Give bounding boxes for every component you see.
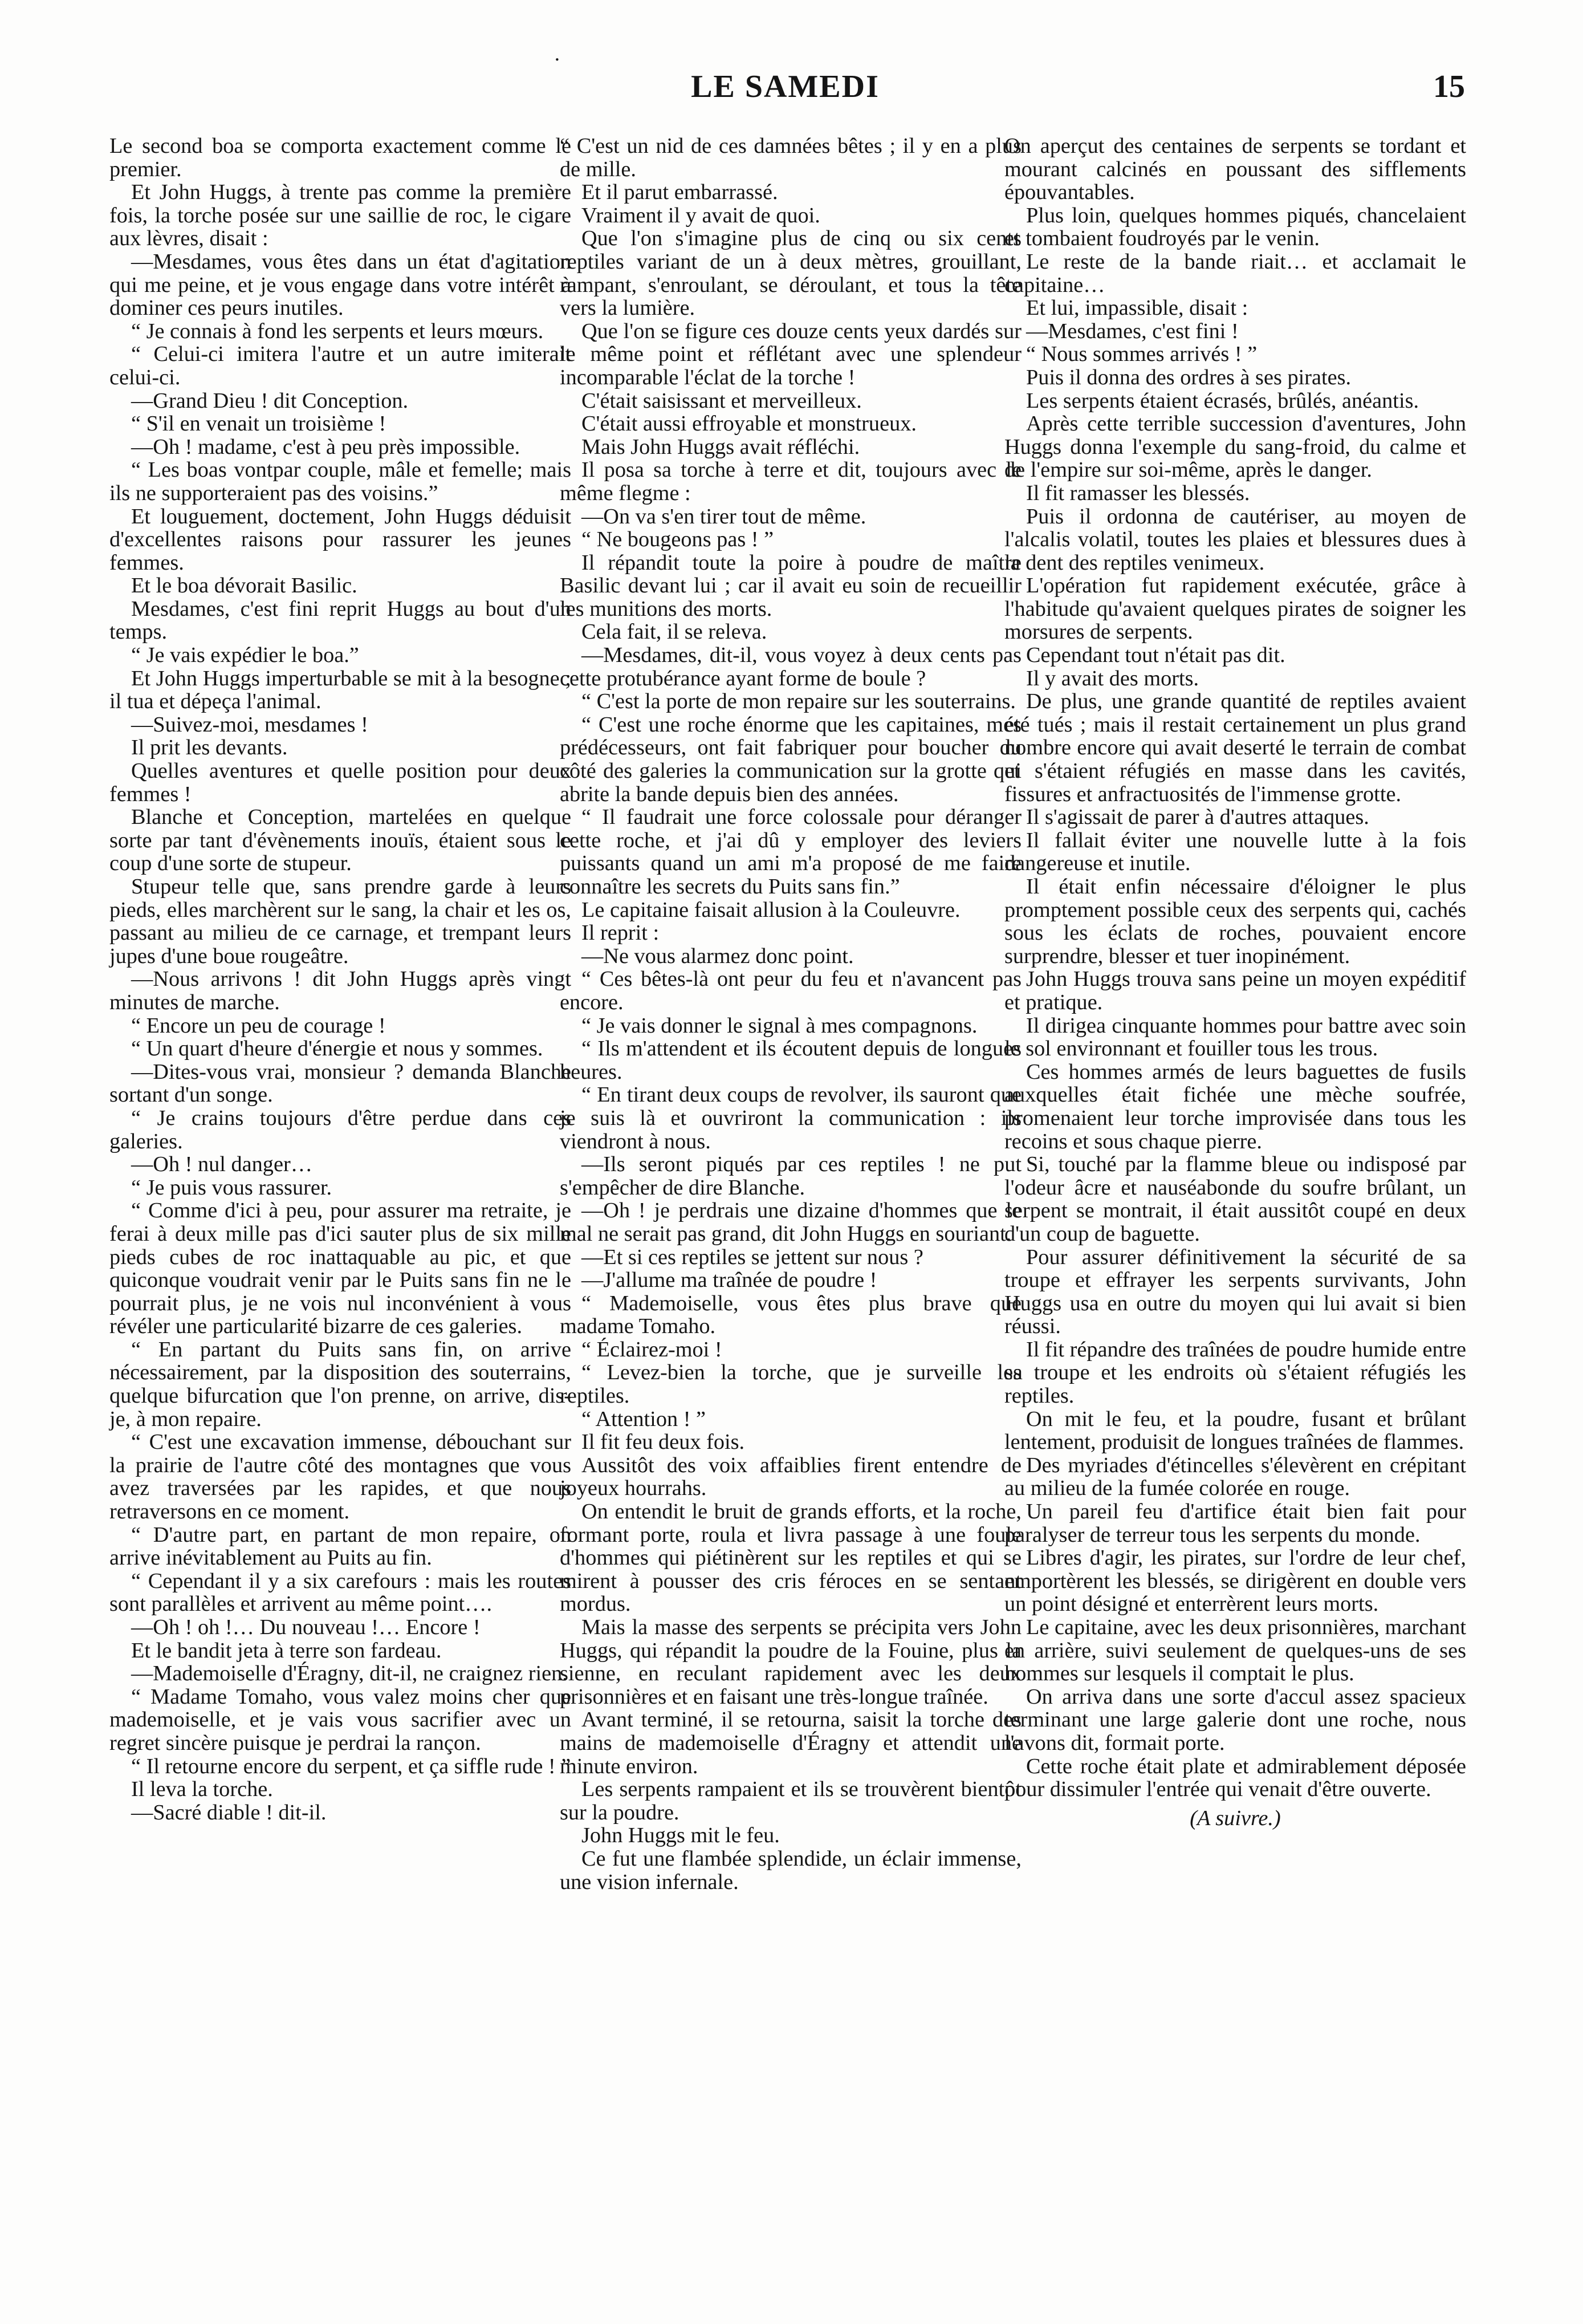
- paragraph: On mit le feu, et la poudre, fusant et brûlant lentement, produisit de longues traînées de flammes.: [1004, 1407, 1466, 1454]
- paragraph: Il dirigea cinquante hommes pour battre avec soin le sol environnant et fouiller tous les trous.: [1004, 1013, 1466, 1061]
- paragraph: Blanche et Conception, martelées en quelque sorte par tant d'évènements inouïs, étaient sous le coup d'une sorte de stupeur.: [109, 805, 571, 876]
- paragraph: “ C'est la porte de mon repaire sur les souterrains.: [581, 689, 1016, 714]
- paragraph: Aussitôt des voix affaiblies firent entendre de joyeux hourrahs.: [560, 1453, 1022, 1501]
- paragraph: Pour assurer définitivement la sécurité de sa troupe et effrayer les serpents survivants, John Huggs usa en outre du moyen qui lui avait si bien réussi.: [1004, 1245, 1466, 1339]
- paragraph: “ Un quart d'heure d'énergie et nous y sommes.: [131, 1037, 543, 1061]
- paragraph: Le reste de la bande riait… et acclamait le capitaine…: [1004, 249, 1466, 297]
- paragraph: “ Je crains toujours d'être perdue dans ces galeries.: [109, 1106, 571, 1153]
- paragraph: Après cette terrible succession d'aventures, John Huggs donna l'exemple du sang-froid, du calme et de l'empire sur soi-même, après le danger.: [1004, 412, 1466, 482]
- running-head: [105, 68, 1465, 125]
- paragraph: “ Madame Tomaho, vous valez moins cher que mademoiselle, et je vais vous sacrifier avec un regret sincère puisque je perdrai la rançon.: [109, 1684, 571, 1755]
- publication-title: LE SAMEDI: [691, 69, 880, 104]
- paragraph: Puis il donna des ordres à ses pirates.: [1026, 365, 1352, 389]
- paragraph: Que l'on se figure ces douze cents yeux dardés sur le même point et réflétant avec une splendeur incomparable l'éclat de la torche !: [560, 319, 1022, 389]
- paragraph: Il posa sa torche à terre et dit, toujours avec le même flegme :: [560, 458, 1022, 505]
- paragraph: “ Nous sommes arrivés ! ”: [1026, 342, 1258, 367]
- paragraph: Si, touché par la flamme bleue ou indisposé par l'odeur âcre et nauséabonde du soufre brûlant, un serpent se montrait, il était aussitôt coupé en deux d'un coup de baguette.: [1004, 1152, 1466, 1246]
- paragraph: —Grand Dieu ! dit Conception.: [131, 388, 409, 413]
- paragraph: —Mesdames, dit-il, vous voyez à deux cents pas cette protubérance ayant forme de boule ?: [560, 643, 1022, 690]
- paragraph: “ Mademoiselle, vous êtes plus brave que madame Tomaho.: [560, 1291, 1022, 1339]
- paragraph: Et lui, impassible, disait :: [1026, 296, 1248, 320]
- paragraph: —J'allume ma traînée de poudre !: [581, 1268, 877, 1293]
- paragraph: “ Les boas vontpar couple, mâle et femelle; mais ils ne supporteraient pas des voisins.”: [109, 458, 571, 505]
- paragraph: Cela fait, il se releva.: [581, 620, 767, 644]
- paragraph: —Sacré diable ! dit-il.: [131, 1800, 327, 1825]
- paragraph: “ Il retourne encore du serpent, et ça siffle rude ! ”: [131, 1754, 571, 1778]
- paragraph: Et le bandit jeta à terre son fardeau.: [131, 1638, 442, 1663]
- paragraph: —Oh ! je perdrais une dizaine d'hommes que le mal ne serait pas grand, dit John Huggs en souriant.: [560, 1198, 1022, 1246]
- continuation-note: (A suivre.): [1190, 1806, 1281, 1830]
- paragraph: C'était aussi effroyable et monstrueux.: [581, 412, 917, 436]
- paragraph: Cette roche était plate et admirablement déposée pour dissimuler l'entrée qui venait d'être ouverte.: [1004, 1754, 1466, 1802]
- paragraph: Et John Huggs imperturbable se mit à la besogne ; il tua et dépeça l'animal.: [109, 666, 571, 714]
- paragraph: —Mesdames, c'est fini !: [1026, 319, 1239, 343]
- paragraph: “ Ils m'attendent et ils écoutent depuis de longues heures.: [560, 1037, 1022, 1084]
- paragraph: Un pareil feu d'artifice était bien fait pour paralyser de terreur tous les serpents du monde.: [1004, 1500, 1466, 1547]
- paragraph: Il fit répandre des traînées de poudre humide entre sa troupe et les endroits où s'étaient réfugiés les reptiles.: [1004, 1337, 1466, 1408]
- paragraph: “ Ne bougeons pas ! ”: [581, 527, 774, 552]
- paragraph: —Ne vous alarmez donc point.: [581, 944, 854, 968]
- paragraph: —Suivez-moi, mesdames !: [131, 712, 368, 737]
- paragraph: Et louguement, doctement, John Huggs déduisit d'excellentes raisons pour rassurer les jeunes femmes.: [109, 504, 571, 575]
- paragraph: On aperçut des centaines de serpents se tordant et mourant calcinés en poussant des sifflements épouvantables.: [1004, 134, 1466, 205]
- paragraph: Cependant tout n'était pas dit.: [1026, 643, 1285, 668]
- paragraph: “ Ces bêtes-là ont peur du feu et n'avancent pas encore.: [560, 967, 1022, 1014]
- paragraph: Il répandit toute la poire à poudre de maître Basilic devant lui ; car il avait eu soin de recueillir les munitions des morts.: [560, 550, 1022, 621]
- paragraph: “ Comme d'ici à peu, pour assurer ma retraite, je ferai à deux mille pas d'ici sauter plus de six mille pieds cubes de roc inattaquable au pic, et que quiconque voudrait venir par le Puits sans fin ne le pourrait plus, je ne vois nul inconvénient à vous révéler une particularité bizarre de ces galeries.: [109, 1198, 571, 1339]
- paragraph: Le capitaine, avec les deux prisonnières, marchant en arrière, suivi seulement de quelques-uns de ses hommes sur lesquels il comptait le plus.: [1004, 1615, 1466, 1686]
- paragraph: Puis il ordonna de cautériser, au moyen de l'alcalis volatil, toutes les plaies et blessures dues à la dent des reptiles venimeux.: [1004, 504, 1466, 575]
- paragraph: Il prit les devants.: [131, 736, 288, 760]
- paragraph: Des myriades d'étincelles s'élevèrent en crépitant au milieu de la fumée colorée en rouge.: [1004, 1453, 1466, 1501]
- paragraph: Il y avait des morts.: [1026, 666, 1199, 690]
- paragraph: “ C'est un nid de ces damnées bêtes ; il y en a plus de mille.: [560, 134, 1022, 181]
- paragraph: “ S'il en venait un troisième !: [131, 412, 386, 436]
- paragraph: —Et si ces reptiles se jettent sur nous ?: [581, 1245, 923, 1269]
- paragraph: Ces hommes armés de leurs baguettes de fusils auxquelles était fichée une mèche soufrée, promenaient leur torche improvisée dans tous les recoins et sous chaque pierre.: [1004, 1059, 1466, 1153]
- paragraph: —Oh ! oh !… Du nouveau !… Encore !: [131, 1615, 481, 1639]
- print-speck: ·: [554, 48, 560, 71]
- paragraph: Libres d'agir, les pirates, sur l'ordre de leur chef, emportèrent les blessés, se dirigèrent en double vers un point désigné et enterrèrent leurs morts.: [1004, 1546, 1466, 1616]
- paragraph: Mais John Huggs avait réfléchi.: [581, 434, 860, 459]
- paragraph: Il fit feu deux fois.: [581, 1430, 745, 1454]
- paragraph: —Oh ! nul danger…: [131, 1152, 313, 1177]
- paragraph: “ En partant du Puits sans fin, on arrive nécessairement, par la disposition des souterrains, quelque bifurcation que l'on prenne, on arrive, dis-je, à mon repaire.: [109, 1337, 571, 1431]
- paragraph: Et il parut embarrassé.: [581, 180, 778, 205]
- paragraph: Il leva la torche.: [131, 1777, 273, 1802]
- paragraph: “ Cependant il y a six carefours : mais les routes sont parallèles et arrivent au même point….: [109, 1569, 571, 1616]
- paragraph: Mais la masse des serpents se précipita vers John Huggs, qui répandit la poudre de la Fouine, plus la sienne, en reculant rapidement avec les deux prisonnières et en faisant une très-longue traînée.: [560, 1615, 1022, 1709]
- paragraph: —Ils seront piqués par ces reptiles ! ne put s'empêcher de dire Blanche.: [560, 1152, 1022, 1200]
- paragraph: “ Il faudrait une force colossale pour déranger cette roche, et j'ai dû y employer des leviers puissants quand un ami m'a proposé de me faire connaître les secrets du Puits sans fin.”: [560, 805, 1022, 899]
- paragraph: Avant terminé, il se retourna, saisit la torche des mains de mademoiselle d'Éragny et attendit une minute environ.: [560, 1708, 1022, 1778]
- paragraph: “ Attention ! ”: [581, 1407, 706, 1431]
- paragraph: De plus, une grande quantité de reptiles avaient été tués ; mais il restait certainement un plus grand nombre encore qui avait deserté le terrain de combat et s'étaient réfugiés en masse dans les cavités, fissures et anfractuosités de l'immense grotte.: [1004, 689, 1466, 806]
- paragraph: “ Je puis vous rassurer.: [131, 1175, 332, 1200]
- paragraph: “ En tirant deux coups de revolver, ils sauront que je suis là et ouvriront la communication : ils viendront à nous.: [560, 1083, 1022, 1153]
- text-column-1: [109, 135, 571, 1824]
- paragraph: “ Celui-ci imitera l'autre et un autre imiterait celui-ci.: [109, 342, 571, 389]
- paragraph: —On va s'en tirer tout de même.: [581, 504, 866, 529]
- paragraph: Le capitaine faisait allusion à la Couleuvre.: [581, 897, 961, 922]
- paragraph: Le second boa se comporta exactement comme le premier.: [109, 134, 571, 181]
- paragraph: “ Je vais expédier le boa.”: [131, 643, 359, 668]
- paragraph: “ Éclairez-moi !: [581, 1337, 722, 1362]
- paragraph: L'opération fut rapidement exécutée, grâce à l'habitude qu'avaient quelques pirates de soigner les morsures de serpents.: [1004, 574, 1466, 644]
- paragraph: “ C'est une excavation immense, débouchant sur la prairie de l'autre côté des montagnes que vous avez traversées par les rapides, et que nous retraversons en ce moment.: [109, 1430, 571, 1524]
- paragraph: Les serpents rampaient et ils se trouvèrent bientôt sur la poudre.: [560, 1777, 1022, 1825]
- paragraph: C'était saisissant et merveilleux.: [581, 388, 862, 413]
- paragraph: On arriva dans une sorte d'accul assez spacieux terminant une large galerie dont une roche, nous l'avons dit, formait porte.: [1004, 1684, 1466, 1755]
- paragraph: Quelles aventures et quelle position pour deux femmes !: [109, 759, 571, 806]
- paragraph: Que l'on s'imagine plus de cinq ou six cents reptiles variant de un à deux mètres, grouillant, rampant, s'enroulant, se déroulant, et tous la tête vers la lumière.: [560, 226, 1022, 320]
- paragraph: On entendit le bruit de grands efforts, et la roche, formant porte, roula et livra passage à une foule d'hommes qui piétinèrent sur les reptiles et qui se mirent à pousser des cris féroces en se sentant mordus.: [560, 1500, 1022, 1616]
- paragraph: Ce fut une flambée splendide, un éclair immense, une vision infernale.: [560, 1846, 1022, 1894]
- paragraph: Il s'agissait de parer à d'autres attaques.: [1026, 805, 1369, 830]
- paragraph: Il fallait éviter une nouvelle lutte à la fois dangereuse et inutile.: [1004, 828, 1466, 876]
- paragraph: Les serpents étaient écrasés, brûlés, anéantis.: [1026, 388, 1419, 413]
- paragraph: —Nous arrivons ! dit John Huggs après vingt minutes de marche.: [109, 967, 571, 1014]
- paragraph: John Huggs mit le feu.: [581, 1823, 780, 1848]
- paragraph: “ D'autre part, en partant de mon repaire, on arrive inévitablement au Puits au fin.: [109, 1522, 571, 1570]
- paragraph: “ Encore un peu de courage !: [131, 1013, 386, 1038]
- paragraph: —Dites-vous vrai, monsieur ? demanda Blanche sortant d'un songe.: [109, 1059, 571, 1107]
- text-column-2: [560, 135, 1022, 1894]
- page-number: 15: [1433, 69, 1465, 104]
- paragraph: “ Je connais à fond les serpents et leurs mœurs.: [131, 319, 544, 343]
- paragraph: —Mademoiselle d'Éragny, dit-il, ne craignez rien.: [131, 1661, 568, 1686]
- paragraph: —Mesdames, vous êtes dans un état d'agitation qui me peine, et je vous engage dans votre intérêt à dominer ces peurs inutiles.: [109, 249, 571, 320]
- paragraph: Stupeur telle que, sans prendre garde à leurs pieds, elles marchèrent sur le sang, la chair et les os, passant au milieu de ce carnage, et trempant leurs jupes d'une boue rougeâtre.: [109, 875, 571, 968]
- paragraph: Et John Huggs, à trente pas comme la première fois, la torche posée sur une saillie de roc, le cigare aux lèvres, disait :: [109, 180, 571, 251]
- paragraph: Il était enfin nécessaire d'éloigner le plus promptement possible ceux des serpents qui, cachés sous les éclats de roches, pouvaient encore surprendre, blesser et tuer inopinément.: [1004, 875, 1466, 968]
- paragraph: “ Levez-bien la torche, que je surveille les reptiles.: [560, 1360, 1022, 1408]
- paragraph: Il fit ramasser les blessés.: [1026, 481, 1250, 505]
- paragraph: “ Je vais donner le signal à mes compagnons.: [581, 1013, 978, 1038]
- paragraph: —Oh ! madame, c'est à peu près impossible.: [131, 434, 520, 459]
- paragraph: Plus loin, quelques hommes piqués, chancelaient et tombaient foudroyés par le venin.: [1004, 203, 1466, 251]
- paragraph: John Huggs trouva sans peine un moyen expéditif et pratique.: [1004, 967, 1466, 1014]
- paragraph: Il reprit :: [581, 921, 660, 945]
- paragraph: Mesdames, c'est fini reprit Huggs au bout d'un temps.: [109, 596, 571, 644]
- paragraph: Vraiment il y avait de quoi.: [581, 203, 820, 227]
- paragraph: “ C'est une roche énorme que les capitaines, mes prédécesseurs, ont fait fabriquer pour boucher du côté des galeries la communication sur la grotte qui abrite la bande depuis bien des années.: [560, 712, 1022, 806]
- paragraph: Et le boa dévorait Basilic.: [131, 574, 357, 598]
- text-column-3: [1004, 135, 1466, 1830]
